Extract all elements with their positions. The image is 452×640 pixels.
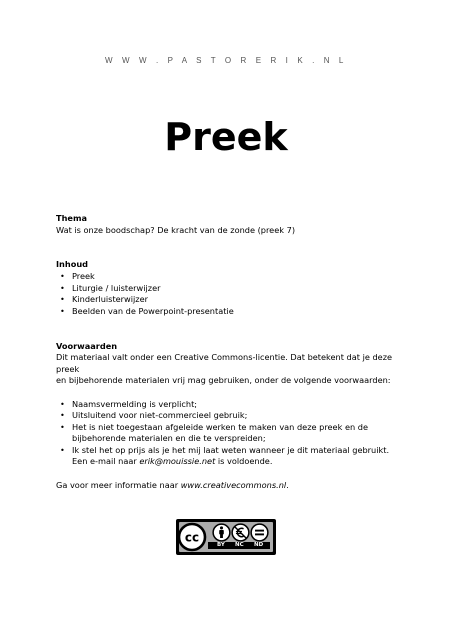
- cc-label-nc: NC: [235, 542, 244, 548]
- page-title: Preek: [164, 115, 288, 159]
- list-item: • Liturgie / luisterwijzer: [56, 283, 401, 295]
- contact-text-before: Ik stel het op prijs als je het mij laat weten wanneer je dit materiaal gebruikt. Een e-mail naar: [72, 444, 390, 467]
- document-body: [56, 213, 401, 491]
- more-info-line: [56, 480, 401, 492]
- cc-label-by: BY: [217, 542, 225, 548]
- non-commercial-euro-icon: [231, 523, 250, 542]
- contact-text-after: is voldoende.: [215, 456, 273, 467]
- site-url: W W W . P A S T O R E R I K . N L: [105, 56, 347, 65]
- cc-logo-text: cc: [184, 530, 200, 545]
- creativecommons-link[interactable]: www.creativecommons.nl: [180, 479, 287, 490]
- contact-email-link[interactable]: erik@mouissie.net: [139, 456, 216, 467]
- no-derivatives-equals-icon: [250, 523, 269, 542]
- inhoud-heading: Inhoud: [56, 259, 89, 270]
- list-item: • Naamsvermelding is verplicht;: [56, 399, 401, 411]
- list-item: • Beelden van de Powerpoint-presentatie: [56, 306, 401, 318]
- thema-text: Wat is onze boodschap? De kracht van de zonde (preek 7): [56, 224, 296, 235]
- more-info-before: Ga voor meer informatie naar: [56, 479, 181, 490]
- cc-license-badge[interactable]: [176, 519, 276, 555]
- voorwaarden-intro-line2: en bijbehorende materialen vrij mag gebruiken, onder de volgende voorwaarden:: [56, 375, 391, 386]
- voorwaarden-list: [56, 399, 401, 469]
- list-item: [56, 445, 401, 468]
- cc-logo-icon: [177, 522, 207, 552]
- more-info-after: .: [286, 479, 289, 490]
- list-item: • Preek: [56, 271, 401, 283]
- inhoud-list: [56, 271, 401, 317]
- list-item: • Kinderluisterwijzer: [56, 294, 401, 306]
- list-item: • Uitsluitend voor niet-commercieel gebruik;: [56, 410, 401, 422]
- thema-heading: Thema: [56, 213, 88, 223]
- list-item: • Het is niet toegestaan afgeleide werken te maken van deze preek en de bijbehorende materialen en die te verspreiden;: [56, 422, 401, 445]
- voorwaarden-heading: Voorwaarden: [56, 340, 118, 351]
- attribution-person-icon: [212, 523, 231, 542]
- voorwaarden-intro-line1: Dit materiaal valt onder een Creative Commons-licentie. Dat betekent dat je deze preek: [56, 352, 393, 374]
- cc-label-nd: ND: [254, 542, 264, 548]
